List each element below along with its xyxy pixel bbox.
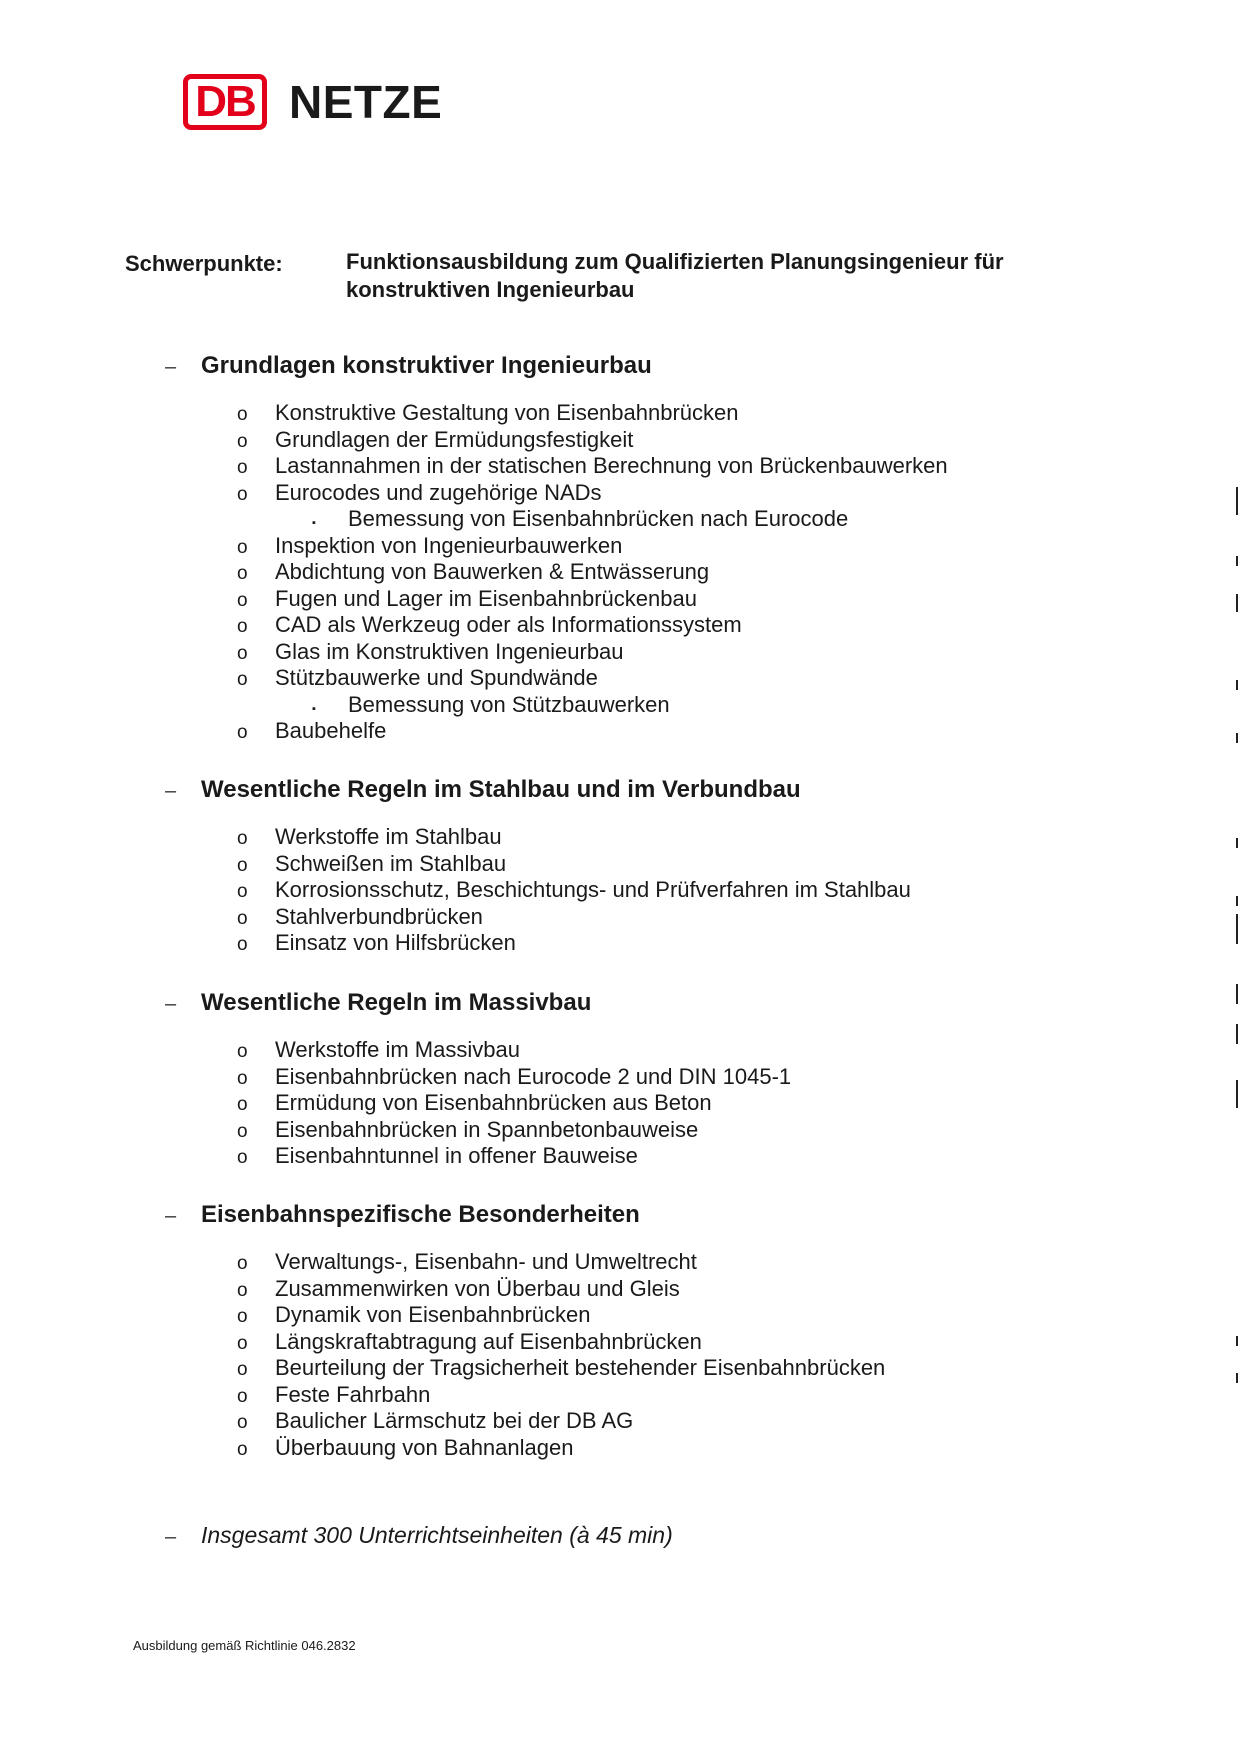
square-bullet: ▪ bbox=[312, 517, 316, 529]
circle-bullet: o bbox=[237, 616, 248, 637]
circle-bullet: o bbox=[237, 854, 248, 876]
circle-bullet: o bbox=[237, 881, 248, 902]
section-heading bbox=[165, 1201, 1165, 1229]
list-item bbox=[165, 851, 1165, 878]
margin-mark bbox=[1236, 556, 1238, 566]
item-list bbox=[165, 400, 1165, 745]
list-item-text: Stützbauwerke und Spundwände bbox=[275, 665, 598, 690]
circle-bullet: o bbox=[237, 1253, 248, 1274]
section-heading-text: Eisenbahnspezifische Besonderheiten bbox=[201, 1201, 640, 1228]
list-item-text: Feste Fahrbahn bbox=[275, 1381, 431, 1407]
list-item-text: Zusammenwirken von Überbau und Gleis bbox=[275, 1275, 680, 1301]
circle-bullet: o bbox=[237, 563, 248, 584]
db-logo-box bbox=[183, 74, 267, 130]
margin-mark bbox=[1236, 896, 1238, 906]
list-item-text: Überbauung von Bahnanlagen bbox=[275, 1434, 574, 1460]
focus-label: Schwerpunkte: bbox=[125, 251, 283, 276]
list-item-text: Werkstoffe im Massivbau bbox=[275, 1037, 520, 1062]
margin-mark bbox=[1236, 733, 1238, 743]
margin-mark bbox=[1236, 914, 1238, 944]
dash-bullet: – bbox=[165, 993, 177, 1015]
circle-bullet: o bbox=[237, 1067, 248, 1089]
list-item-text: Bemessung von Stützbauwerken bbox=[348, 691, 670, 717]
circle-bullet: o bbox=[237, 1332, 248, 1354]
list-item bbox=[165, 1249, 1165, 1276]
item-list bbox=[165, 1249, 1165, 1461]
circle-bullet: o bbox=[237, 722, 248, 743]
margin-mark bbox=[1236, 1336, 1238, 1346]
list-item-text: Längskraftabtragung auf Eisenbahnbrücken bbox=[275, 1328, 702, 1354]
list-item bbox=[165, 877, 1165, 904]
list-item-text: Verwaltungs-, Eisenbahn- und Umweltrecht bbox=[275, 1249, 697, 1274]
list-item bbox=[165, 1143, 1165, 1170]
circle-bullet: o bbox=[237, 907, 248, 929]
circle-bullet: o bbox=[237, 1438, 248, 1460]
section-heading-text: Wesentliche Regeln im Stahlbau und im Verbundbau bbox=[201, 776, 801, 803]
margin-mark bbox=[1236, 594, 1238, 612]
list-item-text: Grundlagen der Ermüdungsfestigkeit bbox=[275, 426, 634, 452]
list-item-text: Eurocodes und zugehörige NADs bbox=[275, 479, 602, 505]
list-item-text: Korrosionsschutz, Beschichtungs- und Prüfverfahren im Stahlbau bbox=[275, 877, 911, 902]
margin-mark bbox=[1236, 1024, 1238, 1044]
section-heading bbox=[165, 989, 1165, 1017]
list-item-text: Bemessung von Eisenbahnbrücken nach Eurocode bbox=[348, 506, 849, 531]
list-item bbox=[165, 1329, 1165, 1356]
list-item bbox=[165, 904, 1165, 931]
margin-mark bbox=[1236, 1373, 1238, 1383]
footer-note: Ausbildung gemäß Richtlinie 046.2832 bbox=[133, 1638, 356, 1653]
circle-bullet: o bbox=[237, 430, 248, 452]
circle-bullet: o bbox=[237, 1306, 248, 1327]
list-item-text: Beurteilung der Tragsicherheit bestehender Eisenbahnbrücken bbox=[275, 1355, 886, 1380]
list-item bbox=[165, 1355, 1165, 1382]
item-list bbox=[165, 1037, 1165, 1170]
list-item-text: Eisenbahnbrücken in Spannbetonbauweise bbox=[275, 1116, 699, 1142]
dash-bullet: – bbox=[165, 1526, 177, 1548]
list-item bbox=[165, 1382, 1165, 1409]
list-item-text: Eisenbahnbrücken nach Eurocode 2 und DIN 1045-1 bbox=[275, 1063, 792, 1089]
section-heading-text: Wesentliche Regeln im Massivbau bbox=[201, 989, 592, 1016]
list-item-text: Dynamik von Eisenbahnbrücken bbox=[275, 1302, 591, 1327]
section-eisenbahn bbox=[165, 1201, 1165, 1461]
list-item bbox=[165, 1064, 1165, 1091]
margin-mark bbox=[1236, 984, 1238, 1004]
circle-bullet: o bbox=[237, 457, 248, 478]
margin-mark bbox=[1236, 1080, 1238, 1108]
list-item bbox=[165, 427, 1165, 454]
list-item bbox=[165, 612, 1165, 639]
dash-bullet: – bbox=[165, 1205, 177, 1227]
circle-bullet: o bbox=[237, 404, 248, 425]
list-item-text: Ermüdung von Eisenbahnbrücken aus Beton bbox=[275, 1090, 712, 1115]
total-hours bbox=[165, 1522, 673, 1549]
list-item bbox=[165, 930, 1165, 957]
section-heading-text: Grundlagen konstruktiver Ingenieurbau bbox=[201, 352, 652, 379]
db-logo-text: DB bbox=[195, 77, 255, 126]
list-item-text: Baubehelfe bbox=[275, 718, 387, 743]
margin-mark bbox=[1236, 838, 1238, 848]
list-item-text: Inspektion von Ingenieurbauwerken bbox=[275, 532, 623, 558]
list-item bbox=[165, 1090, 1165, 1117]
list-item bbox=[165, 586, 1165, 613]
list-item-text: Abdichtung von Bauwerken & Entwässerung bbox=[275, 559, 710, 584]
section-stahlbau bbox=[165, 776, 1165, 957]
square-bullet: ▪ bbox=[312, 702, 316, 715]
circle-bullet: o bbox=[237, 589, 248, 611]
list-item bbox=[165, 400, 1165, 427]
dash-bullet: – bbox=[165, 780, 177, 802]
list-item-text: Eisenbahntunnel in offener Bauweise bbox=[275, 1143, 638, 1168]
circle-bullet: o bbox=[237, 1412, 248, 1433]
margin-mark bbox=[1236, 680, 1238, 690]
list-item-text: Stahlverbundbrücken bbox=[275, 903, 483, 929]
list-item bbox=[165, 1435, 1165, 1462]
dash-bullet: – bbox=[165, 356, 177, 378]
circle-bullet: o bbox=[237, 828, 248, 849]
list-item-text: Glas im Konstruktiven Ingenieurbau bbox=[275, 638, 624, 664]
section-grundlagen bbox=[165, 352, 1165, 745]
margin-mark bbox=[1236, 487, 1238, 515]
circle-bullet: o bbox=[237, 483, 248, 505]
sub-list-item bbox=[165, 506, 1165, 533]
circle-bullet: o bbox=[237, 1147, 248, 1168]
circle-bullet: o bbox=[237, 1385, 248, 1407]
total-hours-text: Insgesamt 300 Unterrichtseinheiten (à 45 min) bbox=[201, 1522, 673, 1548]
db-netze-logo bbox=[183, 74, 442, 130]
circle-bullet: o bbox=[237, 1120, 248, 1142]
list-item bbox=[165, 639, 1165, 666]
list-item-text: Werkstoffe im Stahlbau bbox=[275, 824, 502, 849]
list-item bbox=[165, 453, 1165, 480]
circle-bullet: o bbox=[237, 642, 248, 664]
list-item bbox=[165, 1276, 1165, 1303]
circle-bullet: o bbox=[237, 1094, 248, 1115]
list-item bbox=[165, 1408, 1165, 1435]
list-item bbox=[165, 718, 1165, 745]
circle-bullet: o bbox=[237, 1279, 248, 1301]
list-item-text: Fugen und Lager im Eisenbahnbrückenbau bbox=[275, 585, 697, 611]
list-item bbox=[165, 1117, 1165, 1144]
list-item-text: Konstruktive Gestaltung von Eisenbahnbrücken bbox=[275, 400, 739, 425]
list-item-text: Baulicher Lärmschutz bei der DB AG bbox=[275, 1408, 634, 1433]
list-item bbox=[165, 559, 1165, 586]
list-item-text: Einsatz von Hilfsbrücken bbox=[275, 930, 516, 955]
section-heading bbox=[165, 352, 1165, 380]
list-item bbox=[165, 480, 1165, 507]
item-list bbox=[165, 824, 1165, 957]
list-item bbox=[165, 824, 1165, 851]
section-heading bbox=[165, 776, 1165, 804]
section-massivbau bbox=[165, 989, 1165, 1170]
focus-title: Funktionsausbildung zum Qualifizierten Planungsingenieur für konstruktiven Ingenieurbau bbox=[346, 249, 1004, 302]
circle-bullet: o bbox=[237, 1359, 248, 1380]
circle-bullet: o bbox=[237, 934, 248, 955]
list-item bbox=[165, 1302, 1165, 1329]
circle-bullet: o bbox=[237, 669, 248, 690]
netze-wordmark: NETZE bbox=[289, 76, 443, 128]
list-item-text: Schweißen im Stahlbau bbox=[275, 850, 507, 876]
list-item bbox=[165, 533, 1165, 560]
circle-bullet: o bbox=[237, 1041, 248, 1062]
sub-list-item bbox=[165, 692, 1165, 719]
list-item-text: CAD als Werkzeug oder als Informationssystem bbox=[275, 612, 742, 637]
circle-bullet: o bbox=[237, 536, 248, 558]
list-item bbox=[165, 1037, 1165, 1064]
list-item bbox=[165, 665, 1165, 692]
list-item-text: Lastannahmen in der statischen Berechnung von Brückenbauwerken bbox=[275, 453, 948, 478]
